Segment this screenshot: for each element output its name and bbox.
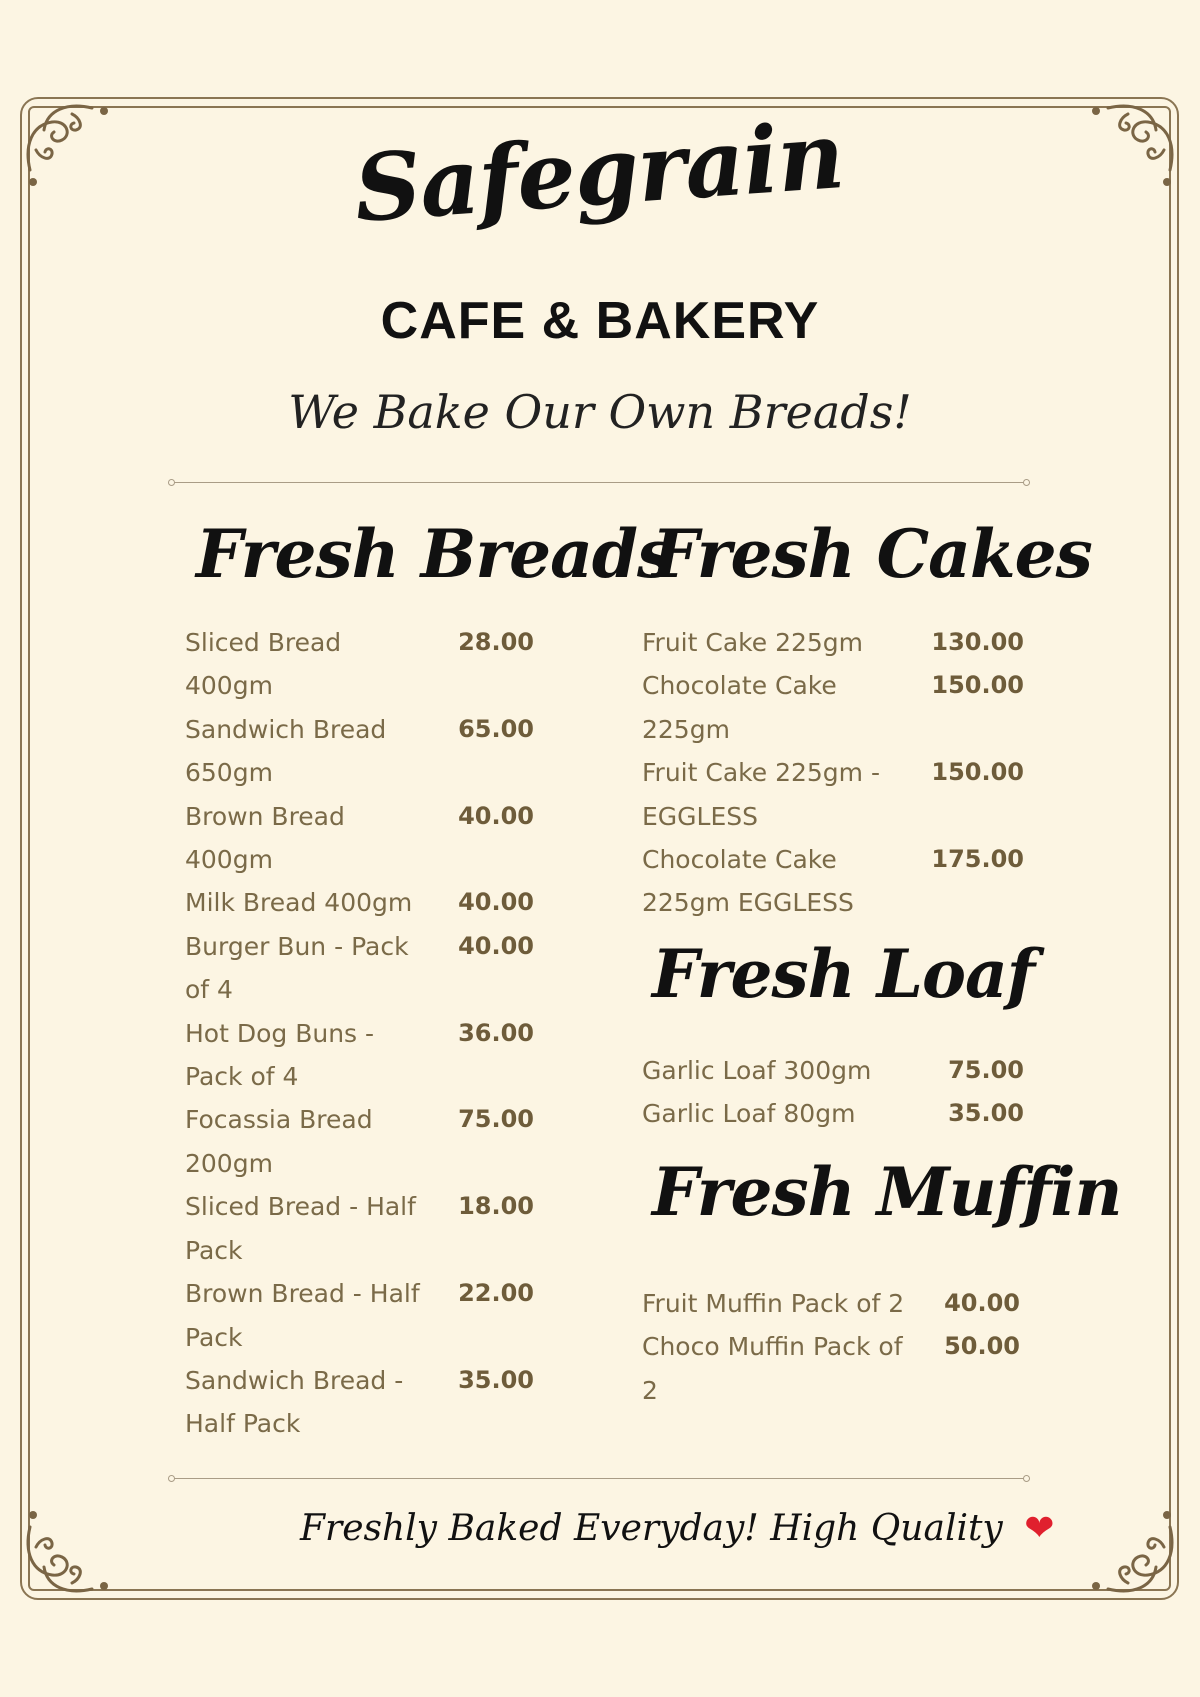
item-price: 75.00: [948, 1056, 1024, 1084]
heart-icon: ❤: [1024, 1508, 1055, 1549]
list-item: [185, 1185, 534, 1272]
item-price: 130.00: [931, 628, 1024, 656]
item-name: Fruit Cake 225gm - EGGLESS: [642, 758, 880, 831]
item-name: Brown Bread 400gm: [185, 801, 345, 875]
item-name: Sandwich Bread - Half Pack: [185, 1365, 404, 1439]
item-price: 40.00: [458, 888, 534, 917]
item-price: 150.00: [931, 671, 1024, 700]
item-price: 22.00: [458, 1279, 534, 1308]
item-price: 35.00: [458, 1365, 534, 1394]
list-item: [642, 1049, 1024, 1092]
item-name: Choco Muffin Pack of 2: [642, 1332, 903, 1405]
item-price: 28.00: [458, 628, 534, 656]
divider-top: [174, 482, 1024, 483]
item-name: Burger Bun - Pack of 4: [185, 931, 409, 1005]
item-price: 50.00: [944, 1332, 1020, 1361]
footer-text: Freshly Baked Everyday! High Quality: [300, 1508, 1003, 1549]
section-title-loaf: Fresh Loaf: [652, 935, 1035, 1013]
section-title-breads: Fresh Breads: [196, 515, 674, 593]
loaf-list: [642, 1049, 1024, 1136]
list-item: [185, 1012, 534, 1099]
corner-flourish-icon: [1083, 1502, 1178, 1597]
list-item: [185, 881, 534, 924]
item-name: Garlic Loaf 300gm: [642, 1056, 872, 1085]
list-item: [642, 621, 1024, 664]
item-price: 18.00: [458, 1192, 534, 1221]
section-title-cakes: Fresh Cakes: [652, 515, 1092, 593]
item-price: 35.00: [948, 1099, 1024, 1128]
item-price: 75.00: [458, 1105, 534, 1134]
list-item: [185, 1359, 534, 1446]
item-price: 65.00: [458, 714, 534, 743]
list-item: [185, 621, 534, 708]
muffin-list: [642, 1282, 1020, 1412]
list-item: [185, 1272, 534, 1359]
item-name: Sandwich Bread 650gm: [185, 714, 387, 788]
list-item: [642, 838, 1024, 925]
item-name: Hot Dog Buns - Pack of 4: [185, 1018, 375, 1092]
item-price: 36.00: [458, 1018, 534, 1047]
footer-slogan: [300, 1508, 1055, 1549]
item-price: 40.00: [458, 801, 534, 830]
item-name: Focassia Bread 200gm: [185, 1105, 373, 1178]
brand-subtitle: CAFE & BAKERY: [380, 292, 820, 350]
item-name: Garlic Loaf 80gm: [642, 1099, 856, 1129]
breads-list: [185, 621, 534, 1446]
list-item: [642, 1092, 1024, 1135]
tagline: We Bake Our Own Breads!: [288, 385, 912, 439]
item-name: Chocolate Cake 225gm EGGLESS: [642, 845, 854, 918]
item-price: 40.00: [458, 931, 534, 960]
item-price: 150.00: [931, 758, 1024, 787]
corner-flourish-icon: [22, 1502, 117, 1597]
item-name: Milk Bread 400gm: [185, 888, 413, 918]
list-item: [642, 751, 1024, 838]
item-name: Sliced Bread - Half Pack: [185, 1192, 416, 1265]
item-name: Chocolate Cake 225gm: [642, 671, 837, 744]
item-name: Fruit Cake 225gm: [642, 628, 864, 657]
item-price: 40.00: [944, 1289, 1020, 1317]
item-name: Fruit Muffin Pack of 2: [642, 1289, 905, 1318]
divider-bottom: [174, 1478, 1024, 1479]
item-price: 175.00: [931, 845, 1024, 874]
item-name: Brown Bread - Half Pack: [185, 1279, 420, 1352]
list-item: [185, 708, 534, 795]
brand-name: Safegrain: [350, 101, 847, 243]
cakes-list: [642, 621, 1024, 925]
section-title-muffin: Fresh Muffin: [652, 1153, 1122, 1231]
list-item: [642, 664, 1024, 751]
list-item: [185, 925, 534, 1012]
item-name: Sliced Bread 400gm: [185, 628, 342, 701]
list-item: [185, 795, 534, 882]
list-item: [185, 1098, 534, 1185]
